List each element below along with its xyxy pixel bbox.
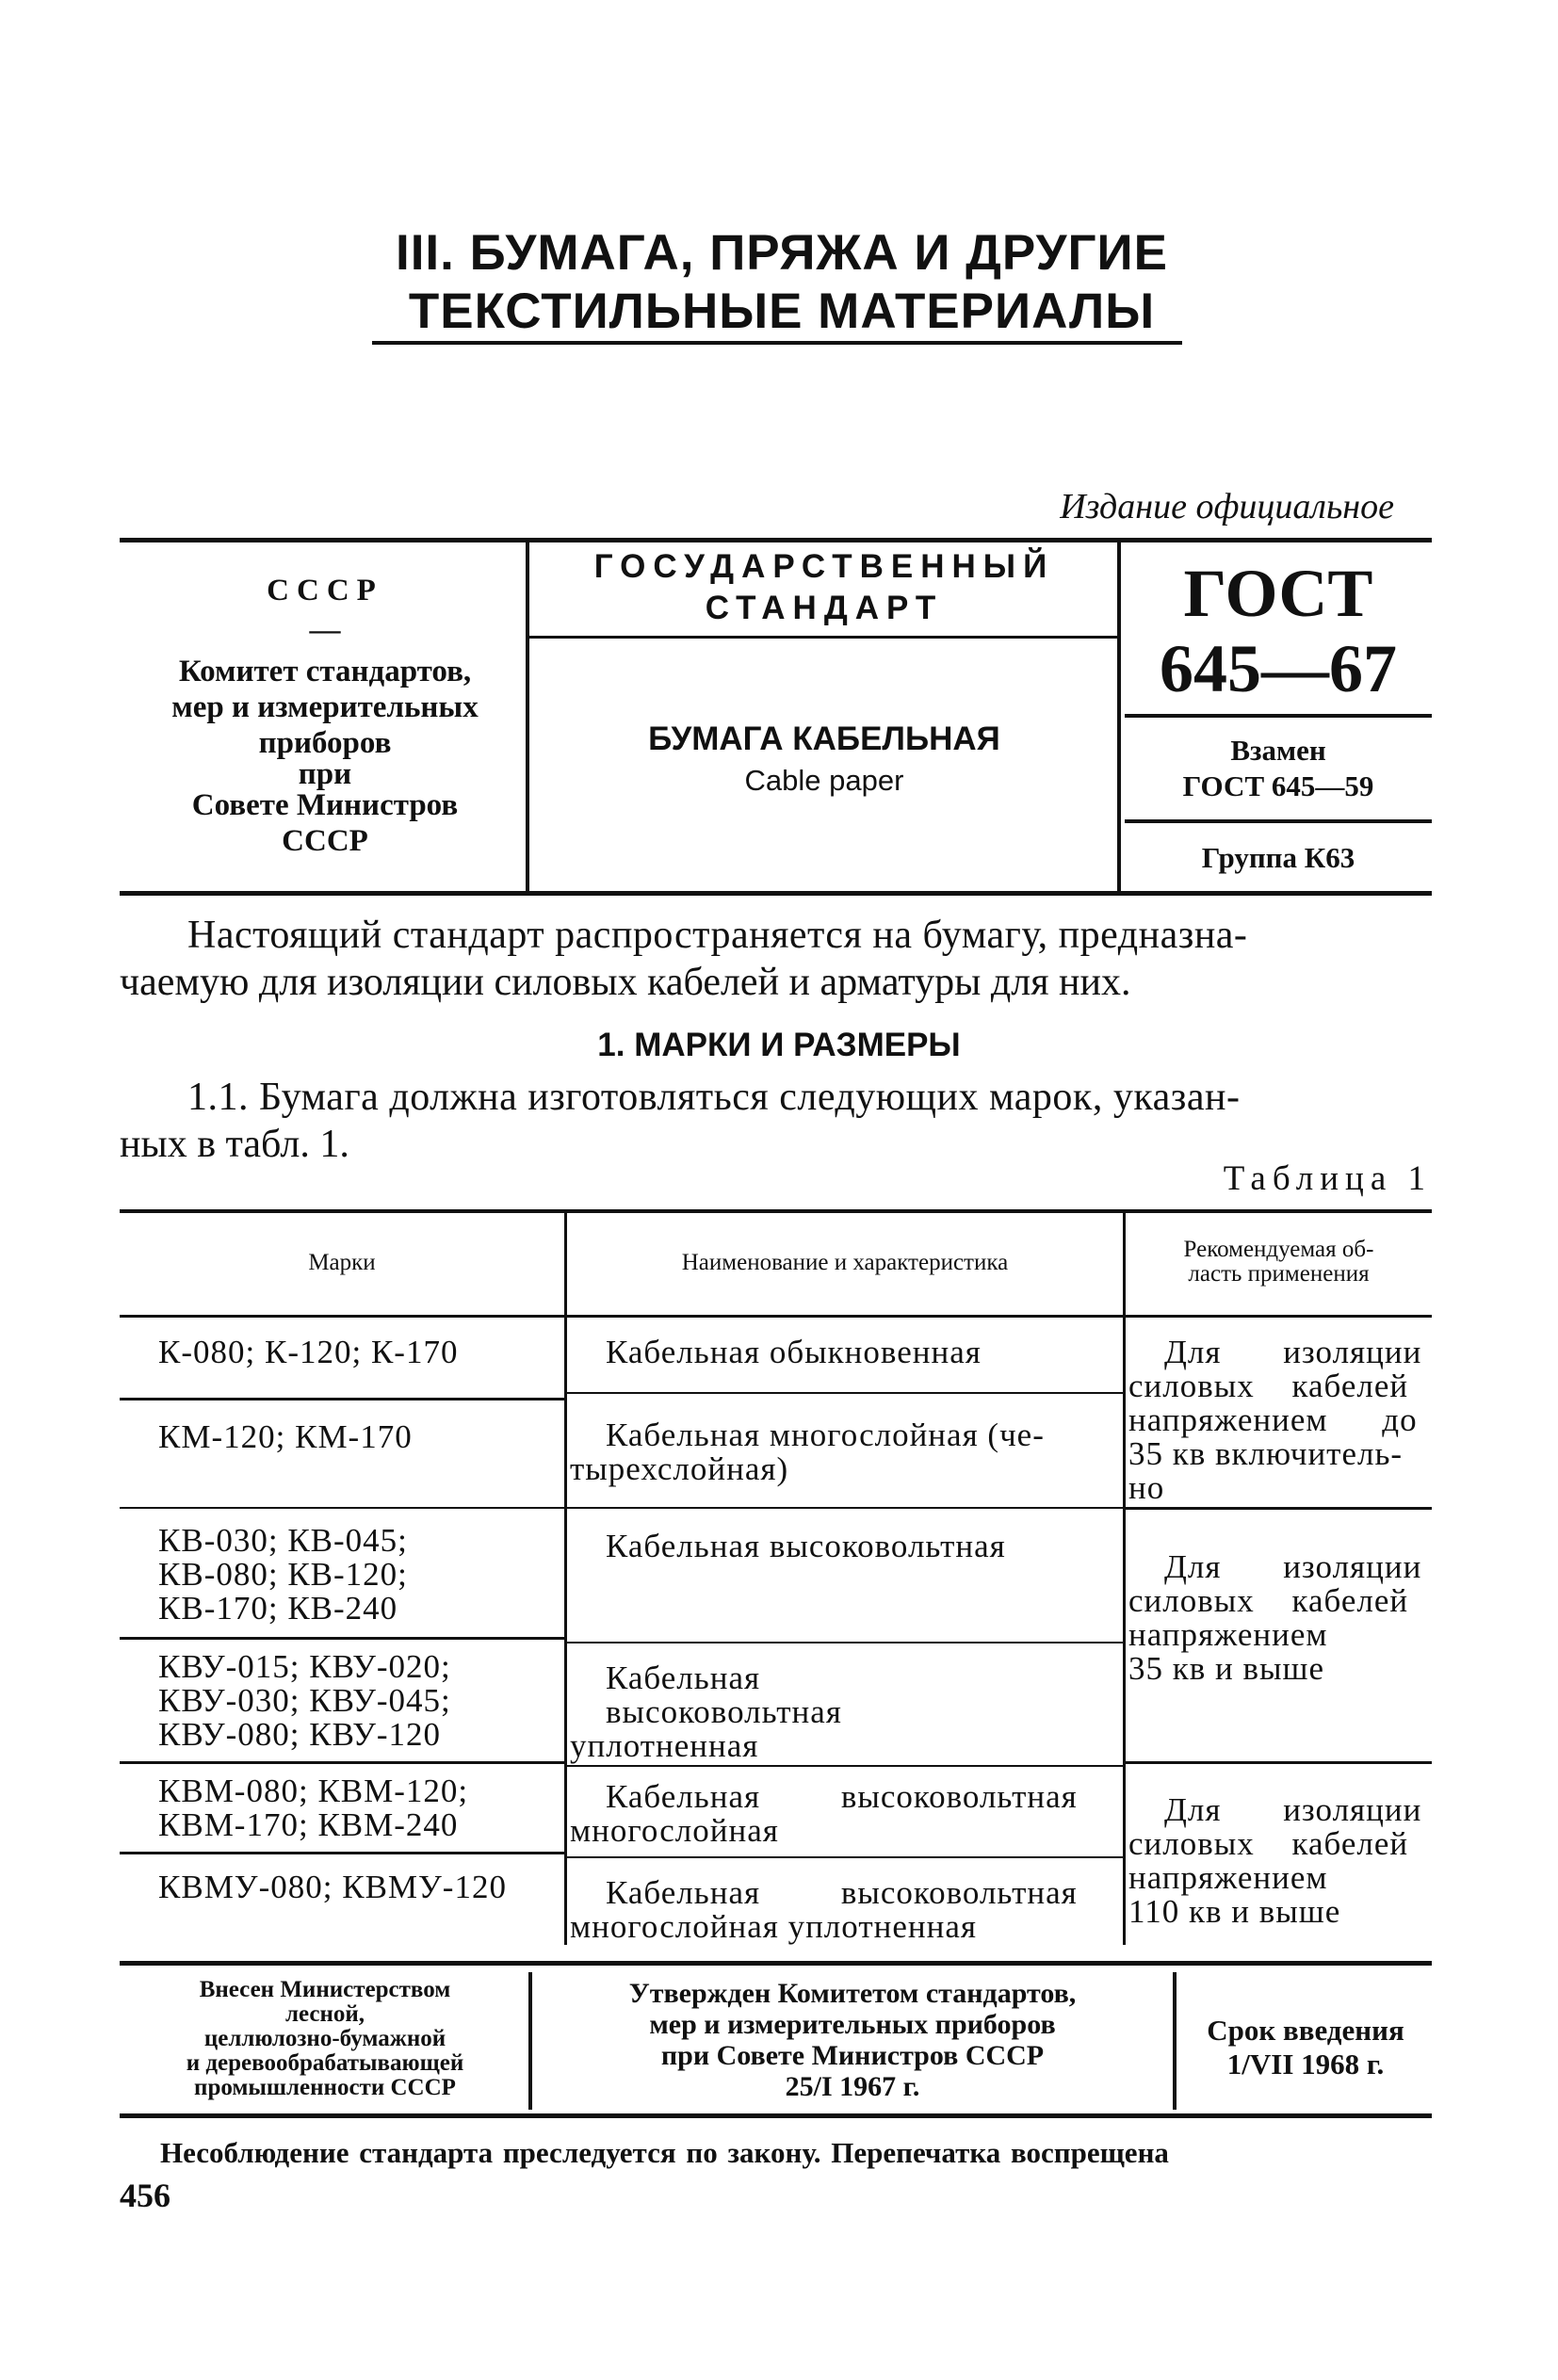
group-label: Группа К63 (1201, 841, 1355, 874)
header-divider-right (1117, 542, 1121, 891)
header-divider-left (526, 542, 529, 891)
footer-left-line3: целлюлозно-бумажной (203, 2026, 446, 2051)
gost-number: 645—67 (1160, 631, 1397, 706)
table-cell-application (1128, 1793, 1432, 1929)
table-cell-application (1128, 1336, 1432, 1505)
page-number: 456 (120, 2177, 170, 2214)
table-caption: Таблица 1 (1223, 1159, 1432, 1198)
footer-left-line1: Внесен Министерством (199, 1977, 451, 2002)
section-title-line1: III. БУМАГА, ПРЯЖА И ДРУГИЕ (395, 225, 1169, 281)
footer-middle-line2: мер и измерительных приборов (649, 2009, 1056, 2040)
app2-line4: 35 кв и выше (1128, 1650, 1325, 1687)
table-cell-name (570, 1780, 1120, 1848)
name-row3-line1: Кабельная высоковольтная (606, 1528, 1006, 1564)
name-row5-line2: многослойная (570, 1812, 779, 1849)
table-header-rule (120, 1315, 1432, 1318)
standard-name-ru: БУМАГА КАБЕЛЬНАЯ (648, 720, 1000, 757)
table-cell-name (570, 1876, 1120, 1944)
footer-effective-date (1179, 2014, 1432, 2081)
app3-line2: силовых кабелей (1128, 1825, 1409, 1862)
org-line-5: Совете Министров (191, 788, 459, 822)
standard-name-en: Cable paper (744, 764, 904, 797)
th-grades: Марки (308, 1250, 376, 1275)
header-bottom-rule (120, 891, 1432, 896)
grades-row3-line1: КВ-030; КВ-045; (158, 1522, 408, 1559)
org-line-2: мер и измерительных (171, 690, 479, 724)
grades-row-sep-2 (120, 1507, 564, 1509)
section-1-heading: 1. МАРКИ И РАЗМЕРЫ (597, 1027, 961, 1063)
footer-right-line2: 1/VII 1968 г. (1226, 2048, 1385, 2080)
gost-label: ГОСТ (1183, 556, 1373, 631)
grades-row5-line2: КВМ-170; КВМ-240 (158, 1806, 459, 1843)
grades-row1-line1: К-080; К-120; К-170 (158, 1334, 459, 1370)
app1-line1: Для изоляции (1164, 1334, 1422, 1370)
footer-left-line5: промышленности СССР (194, 2075, 456, 2100)
para-line-1: 1.1. Бумага должна изготовляться следующих марок, указан- (187, 1076, 1241, 1119)
header-country (137, 573, 513, 859)
section-1-paragraph (120, 1074, 1438, 1168)
footer-middle-line4: 25/I 1967 г. (785, 2071, 920, 2102)
grades-row6-line1: КВМУ-080; КВМУ-120 (158, 1869, 507, 1905)
header-right-rule-1 (1125, 714, 1432, 718)
app2-line3: напряжением (1128, 1616, 1328, 1653)
table-cell-name (570, 1661, 1120, 1763)
grades-row3-line3: КВ-170; КВ-240 (158, 1590, 398, 1627)
th-application-line2: ласть применения (1188, 1261, 1370, 1287)
app3-line4: 110 кв и выше (1128, 1893, 1341, 1930)
footer-bottom-rule (120, 2113, 1432, 2118)
table-cell-name (570, 1336, 1120, 1369)
app3-line1: Для изоляции (1164, 1791, 1422, 1828)
grades-row-sep-4 (120, 1761, 564, 1764)
name-row-sep-2 (567, 1507, 1123, 1509)
footer-introduced-by (127, 1978, 523, 2100)
app3-line3: напряжением (1128, 1859, 1328, 1896)
section-title (358, 224, 1206, 341)
app1-line2: силовых кабелей (1128, 1368, 1409, 1404)
name-row6-line1-wrap (570, 1876, 1120, 1910)
footer-divider-left (528, 1972, 532, 2110)
table-cell-grades (158, 1524, 554, 1626)
header-right-rule-2 (1125, 819, 1432, 823)
name-row4-line2: уплотненная (570, 1727, 759, 1764)
name-row5-line1-wrap (570, 1780, 1120, 1814)
app1-line3: напряжением до (1128, 1401, 1418, 1438)
app1-line5: но (1128, 1469, 1165, 1506)
name-row2-line1: Кабельная многослойная (че- (606, 1417, 1045, 1453)
name-row-sep-5 (567, 1856, 1123, 1858)
grades-row-sep-1 (120, 1398, 564, 1400)
table-col-divider-2 (1123, 1213, 1126, 1945)
grades-row4-line3: КВУ-080; КВУ-120 (158, 1716, 442, 1753)
intro-line-2: чаемую для изоляции силовых кабелей и арматуры для них. (120, 961, 1131, 1004)
para-line-2: ных в табл. 1. (120, 1123, 349, 1166)
standard-name (532, 718, 1116, 801)
app2-line1: Для изоляции (1164, 1548, 1422, 1585)
table-cell-name (570, 1530, 1120, 1563)
table-cell-grades (158, 1420, 554, 1454)
footer-left-line4: и деревообрабатывающей (186, 2050, 464, 2076)
name-row-sep-1 (567, 1392, 1123, 1394)
footer-middle-line1: Утвержден Комитетом стандартов, (628, 1978, 1077, 2009)
grades-row4-line1: КВУ-015; КВУ-020; (158, 1648, 451, 1685)
intro-paragraph (120, 912, 1438, 1006)
bottom-notice: Несоблюдение стандарта преследуется по закону. Перепечатка воспрещена (160, 2136, 1169, 2169)
name-row1-line1: Кабельная обыкновенная (606, 1334, 982, 1370)
footer-middle-line3: при Совете Министров СССР (660, 2040, 1045, 2071)
footer-right-line1: Срок введения (1207, 2014, 1404, 2047)
table-top-rule (120, 1209, 1432, 1213)
app2-line2: силовых кабелей (1128, 1582, 1409, 1619)
replaces-block (1125, 733, 1432, 804)
grades-row-sep-3 (120, 1637, 564, 1640)
country-label: СССР (267, 574, 383, 607)
section-title-line2: ТЕКСТИЛЬНЫЕ МАТЕРИАЛЫ (408, 283, 1156, 339)
table-cell-name (570, 1418, 1120, 1486)
grades-row4-line2: КВУ-030; КВУ-045; (158, 1682, 451, 1719)
name-row-sep-4 (567, 1765, 1123, 1767)
table-cell-grades (158, 1774, 554, 1842)
application-row-sep-2 (1126, 1761, 1432, 1764)
footer-left-line2: лесной, (284, 2001, 365, 2027)
header-top-rule (120, 538, 1432, 542)
table-cell-grades (158, 1650, 554, 1752)
grades-row2-line1: КМ-120; КМ-170 (158, 1418, 413, 1455)
name-row2-line2: тырехслойная) (570, 1450, 789, 1487)
name-row-sep-3 (567, 1642, 1123, 1643)
application-row-sep-1 (1126, 1507, 1432, 1510)
replaces-value: ГОСТ 645—59 (1182, 769, 1374, 802)
standard-type-line2: СТАНДАРТ (705, 590, 944, 626)
name-row4-line1: Кабельная высоковольтная (606, 1660, 842, 1730)
footer-divider-right (1173, 1972, 1177, 2110)
footer-top-rule (120, 1961, 1432, 1966)
grades-row5-line1: КВМ-080; КВМ-120; (158, 1773, 469, 1809)
table-col-divider-1 (564, 1213, 567, 1945)
org-line-3: приборов (258, 726, 392, 760)
name-row6-line1: Кабельная высоковольтная (606, 1874, 1078, 1911)
table-cell-grades (158, 1870, 554, 1904)
standard-type (532, 546, 1116, 629)
table-cell-grades (158, 1336, 554, 1369)
edition-note: Издание официальное (1060, 487, 1394, 526)
grades-row-sep-5 (120, 1852, 564, 1854)
name-row5-line1: Кабельная высоковольтная (606, 1778, 1078, 1815)
grades-row3-line2: КВ-080; КВ-120; (158, 1556, 408, 1593)
replaces-label: Взамен (1230, 734, 1326, 767)
name-row4-line1-wrap (570, 1661, 1120, 1729)
footer-approved-by (537, 1978, 1168, 2102)
org-line-6: СССР (282, 824, 368, 858)
standard-type-line1: ГОСУДАРСТВЕННЫЙ (593, 548, 1055, 585)
country-dash: — (309, 613, 341, 647)
org-line-4: при (298, 757, 352, 791)
app1-line4: 35 кв включитель- (1128, 1435, 1404, 1472)
gost-designation (1125, 556, 1432, 706)
th-name: Наименование и характеристика (681, 1250, 1009, 1275)
section-title-underline (372, 341, 1182, 345)
intro-line-1: Настоящий стандарт распространяется на бумагу, предназна- (187, 914, 1248, 957)
th-application (1126, 1238, 1432, 1287)
org-line-1: Комитет стандартов, (178, 655, 472, 688)
header-middle-rule (529, 636, 1117, 639)
name-row6-line2: многослойная уплотненная (570, 1908, 977, 1945)
th-application-line1: Рекомендуемая об- (1183, 1237, 1374, 1262)
table-cell-application (1128, 1550, 1432, 1686)
